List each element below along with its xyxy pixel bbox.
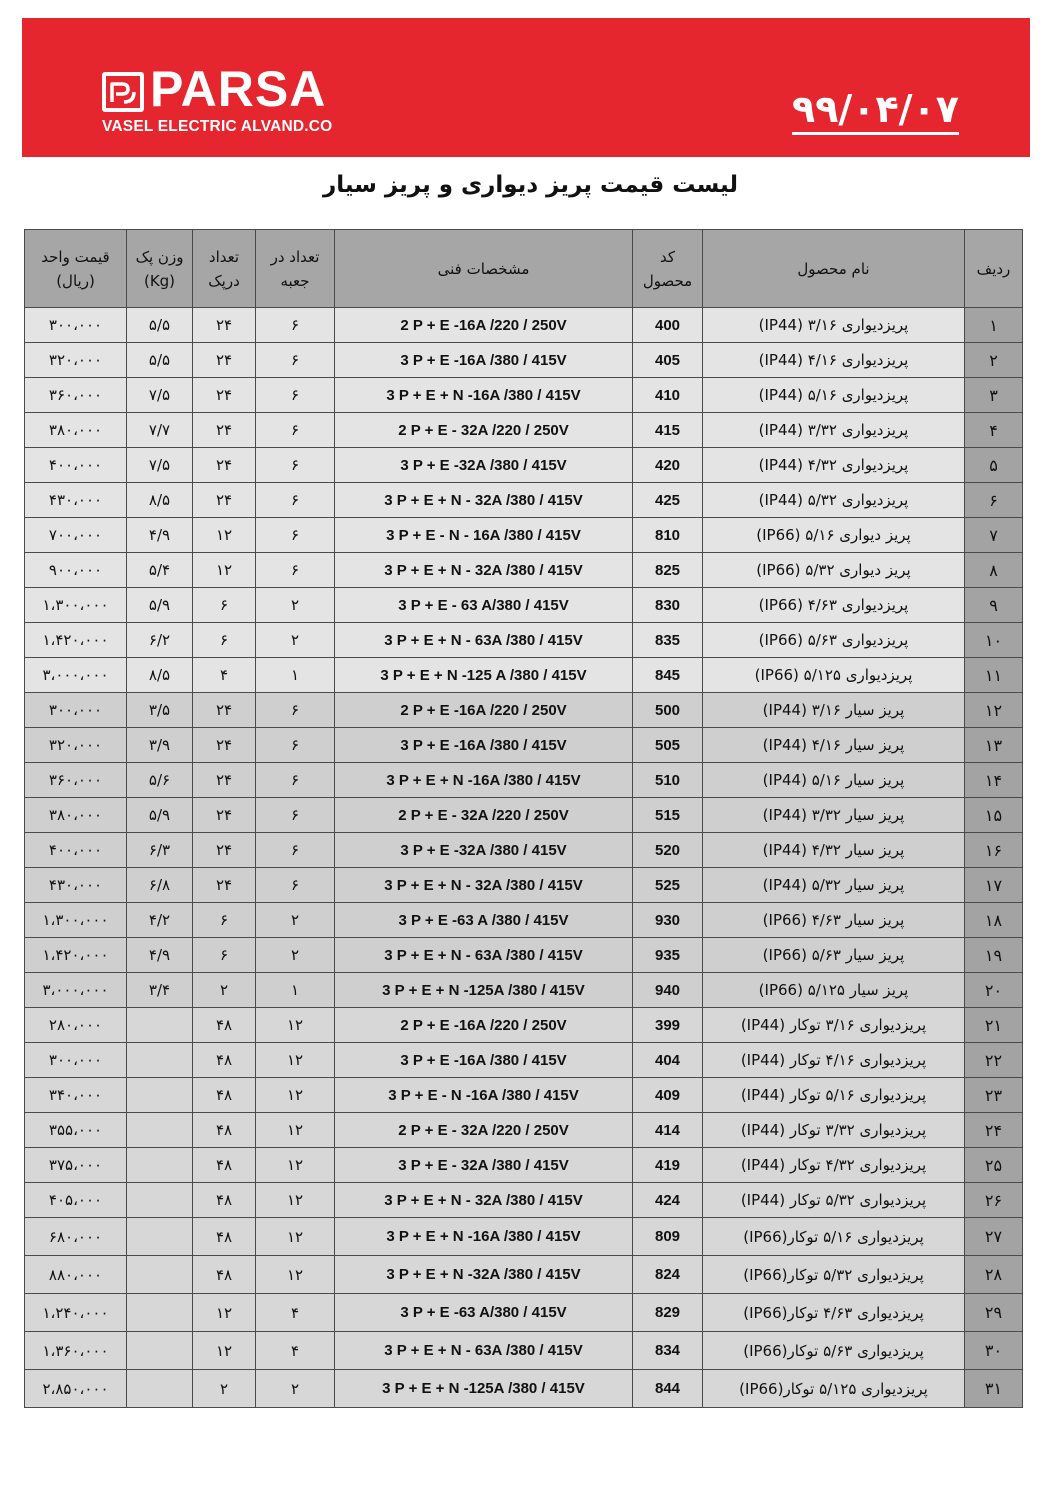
- table-row: [25, 518, 1023, 553]
- row-number-cell: ۱۳: [965, 728, 1023, 763]
- product-code-cell: 405: [633, 343, 703, 378]
- header-row-number: ردیف: [965, 230, 1023, 308]
- table-row: [25, 378, 1023, 413]
- qty-per-pack-cell: ۲۴: [193, 833, 256, 868]
- unit-price-cell: ۹۰۰،۰۰۰: [25, 553, 127, 588]
- qty-per-box-cell: ۶: [256, 413, 335, 448]
- header-technical-spec: مشخصات فنی: [335, 230, 633, 308]
- qty-per-pack-cell: ۲۴: [193, 448, 256, 483]
- product-name-cell: پریزدیواری ۴/۱۶ (IP44): [703, 343, 965, 378]
- unit-price-cell: ۱،۴۲۰،۰۰۰: [25, 938, 127, 973]
- product-code-cell: 510: [633, 763, 703, 798]
- qty-per-pack-cell: ۱۲: [193, 518, 256, 553]
- table-row: [25, 308, 1023, 343]
- table-row: [25, 1256, 1023, 1294]
- pack-weight-cell: ۸/۵: [127, 658, 193, 693]
- technical-spec-cell: 3 P + E -16A /380 / 415V: [335, 728, 633, 763]
- product-code-cell: 525: [633, 868, 703, 903]
- product-name-cell: پریز سیار ۳/۱۶ (IP44): [703, 693, 965, 728]
- unit-price-cell: ۶۸۰،۰۰۰: [25, 1218, 127, 1256]
- pack-weight-cell: [127, 1294, 193, 1332]
- pack-weight-cell: ۴/۹: [127, 518, 193, 553]
- technical-spec-cell: 3 P + E - N - 16A /380 / 415V: [335, 518, 633, 553]
- unit-price-cell: ۱،۳۰۰،۰۰۰: [25, 903, 127, 938]
- row-number-cell: ۲۱: [965, 1008, 1023, 1043]
- qty-per-box-cell: ۲: [256, 903, 335, 938]
- table-row: [25, 588, 1023, 623]
- technical-spec-cell: 3 P + E + N -16A /380 / 415V: [335, 378, 633, 413]
- header-product-name: نام محصول: [703, 230, 965, 308]
- row-number-cell: ۱۴: [965, 763, 1023, 798]
- qty-per-box-cell: ۶: [256, 378, 335, 413]
- technical-spec-cell: 3 P + E - N -16A /380 / 415V: [335, 1078, 633, 1113]
- qty-per-pack-cell: ۲: [193, 973, 256, 1008]
- row-number-cell: ۸: [965, 553, 1023, 588]
- technical-spec-cell: 2 P + E -16A /220 / 250V: [335, 693, 633, 728]
- qty-per-box-cell: ۱۲: [256, 1043, 335, 1078]
- row-number-cell: ۱۶: [965, 833, 1023, 868]
- product-name-cell: پریز سیار ۴/۶۳ (IP66): [703, 903, 965, 938]
- pack-weight-cell: [127, 1008, 193, 1043]
- product-code-cell: 830: [633, 588, 703, 623]
- qty-per-box-cell: ۱۲: [256, 1183, 335, 1218]
- table-row: [25, 1078, 1023, 1113]
- product-code-cell: 520: [633, 833, 703, 868]
- technical-spec-cell: 3 P + E + N - 63A /380 / 415V: [335, 1332, 633, 1370]
- qty-per-box-cell: ۱۲: [256, 1218, 335, 1256]
- row-number-cell: ۱۸: [965, 903, 1023, 938]
- technical-spec-cell: 2 P + E - 32A /220 / 250V: [335, 413, 633, 448]
- qty-per-box-cell: ۶: [256, 448, 335, 483]
- qty-per-box-cell: ۲: [256, 1370, 335, 1408]
- product-code-cell: 425: [633, 483, 703, 518]
- row-number-cell: ۲۲: [965, 1043, 1023, 1078]
- technical-spec-cell: 3 P + E + N - 32A /380 / 415V: [335, 483, 633, 518]
- qty-per-box-cell: ۶: [256, 308, 335, 343]
- technical-spec-cell: 3 P + E -16A /380 / 415V: [335, 1043, 633, 1078]
- product-name-cell: پریزدیواری ۵/۱۲۵ توکار(IP66): [703, 1370, 965, 1408]
- product-name-cell: پریزدیواری ۴/۳۲ توکار (IP44): [703, 1148, 965, 1183]
- qty-per-pack-cell: ۲۴: [193, 413, 256, 448]
- technical-spec-cell: 3 P + E + N -32A /380 / 415V: [335, 1256, 633, 1294]
- table-row: [25, 1113, 1023, 1148]
- product-code-cell: 400: [633, 308, 703, 343]
- product-code-cell: 505: [633, 728, 703, 763]
- qty-per-box-cell: ۱۲: [256, 1078, 335, 1113]
- unit-price-cell: ۳۸۰،۰۰۰: [25, 798, 127, 833]
- product-name-cell: پریزدیواری ۵/۱۶ توکار (IP44): [703, 1078, 965, 1113]
- product-name-cell: پریزدیواری ۳/۱۶ (IP44): [703, 308, 965, 343]
- qty-per-box-cell: ۶: [256, 483, 335, 518]
- unit-price-cell: ۳۶۰،۰۰۰: [25, 378, 127, 413]
- product-code-cell: 835: [633, 623, 703, 658]
- product-name-cell: پریزدیواری ۴/۶۳ (IP66): [703, 588, 965, 623]
- table-row: [25, 413, 1023, 448]
- technical-spec-cell: 3 P + E + N -16A /380 / 415V: [335, 1218, 633, 1256]
- product-name-cell: پریز دیواری ۵/۱۶ (IP66): [703, 518, 965, 553]
- row-number-cell: ۱۵: [965, 798, 1023, 833]
- pack-weight-cell: ۵/۴: [127, 553, 193, 588]
- product-name-cell: پریزدیواری ۵/۶۳ (IP66): [703, 623, 965, 658]
- qty-per-pack-cell: ۲۴: [193, 763, 256, 798]
- product-code-cell: 824: [633, 1256, 703, 1294]
- pack-weight-cell: ۷/۷: [127, 413, 193, 448]
- row-number-cell: ۲۵: [965, 1148, 1023, 1183]
- qty-per-box-cell: ۲: [256, 623, 335, 658]
- qty-per-box-cell: ۱۲: [256, 1148, 335, 1183]
- table-row: [25, 1183, 1023, 1218]
- unit-price-cell: ۱،۳۰۰،۰۰۰: [25, 588, 127, 623]
- technical-spec-cell: 3 P + E -32A /380 / 415V: [335, 448, 633, 483]
- qty-per-pack-cell: ۲۴: [193, 728, 256, 763]
- unit-price-cell: ۳۷۵،۰۰۰: [25, 1148, 127, 1183]
- technical-spec-cell: 2 P + E -16A /220 / 250V: [335, 1008, 633, 1043]
- qty-per-pack-cell: ۲۴: [193, 483, 256, 518]
- technical-spec-cell: 3 P + E + N - 32A /380 / 415V: [335, 1183, 633, 1218]
- pack-weight-cell: ۵/۶: [127, 763, 193, 798]
- unit-price-cell: ۳،۰۰۰،۰۰۰: [25, 658, 127, 693]
- unit-price-cell: ۴۰۰،۰۰۰: [25, 448, 127, 483]
- row-number-cell: ۶: [965, 483, 1023, 518]
- header-qty-per-box: تعداد در جعبه: [256, 230, 335, 308]
- unit-price-cell: ۴۰۵،۰۰۰: [25, 1183, 127, 1218]
- product-code-cell: 825: [633, 553, 703, 588]
- product-name-cell: پریزدیواری ۴/۶۳ توکار(IP66): [703, 1294, 965, 1332]
- pack-weight-cell: [127, 1148, 193, 1183]
- table-row: [25, 973, 1023, 1008]
- row-number-cell: ۲۰: [965, 973, 1023, 1008]
- qty-per-box-cell: ۱۲: [256, 1008, 335, 1043]
- product-name-cell: پریزدیواری ۳/۱۶ توکار (IP44): [703, 1008, 965, 1043]
- unit-price-cell: ۳،۰۰۰،۰۰۰: [25, 973, 127, 1008]
- technical-spec-cell: 3 P + E -16A /380 / 415V: [335, 343, 633, 378]
- page-title: لیست قیمت پریز دیواری و پریز سیار: [322, 172, 739, 198]
- table-header-row: [25, 230, 1023, 308]
- row-number-cell: ۱۱: [965, 658, 1023, 693]
- product-code-cell: 935: [633, 938, 703, 973]
- table-row: [25, 1008, 1023, 1043]
- product-name-cell: پریز سیار ۴/۱۶ (IP44): [703, 728, 965, 763]
- qty-per-box-cell: ۶: [256, 798, 335, 833]
- technical-spec-cell: 3 P + E + N - 63A /380 / 415V: [335, 623, 633, 658]
- product-name-cell: پریز سیار ۵/۱۲۵ (IP66): [703, 973, 965, 1008]
- qty-per-box-cell: ۱: [256, 658, 335, 693]
- pack-weight-cell: ۴/۹: [127, 938, 193, 973]
- row-number-cell: ۱: [965, 308, 1023, 343]
- product-code-cell: 415: [633, 413, 703, 448]
- row-number-cell: ۱۹: [965, 938, 1023, 973]
- technical-spec-cell: 3 P + E + N -125 A /380 / 415V: [335, 658, 633, 693]
- product-name-cell: پریز سیار ۵/۳۲ (IP44): [703, 868, 965, 903]
- product-code-cell: 845: [633, 658, 703, 693]
- product-name-cell: پریز سیار ۵/۱۶ (IP44): [703, 763, 965, 798]
- product-name-cell: پریزدیواری ۵/۳۲ توکار (IP44): [703, 1183, 965, 1218]
- pack-weight-cell: ۸/۵: [127, 483, 193, 518]
- table-row: [25, 1148, 1023, 1183]
- row-number-cell: ۵: [965, 448, 1023, 483]
- row-number-cell: ۱۷: [965, 868, 1023, 903]
- pack-weight-cell: ۳/۴: [127, 973, 193, 1008]
- qty-per-box-cell: ۱۲: [256, 1113, 335, 1148]
- product-name-cell: پریز سیار ۳/۳۲ (IP44): [703, 798, 965, 833]
- product-name-cell: پریزدیواری ۵/۳۲ (IP44): [703, 483, 965, 518]
- table-row: [25, 728, 1023, 763]
- pack-weight-cell: ۷/۵: [127, 378, 193, 413]
- row-number-cell: ۴: [965, 413, 1023, 448]
- qty-per-box-cell: ۲: [256, 588, 335, 623]
- product-code-cell: 424: [633, 1183, 703, 1218]
- unit-price-cell: ۴۳۰،۰۰۰: [25, 868, 127, 903]
- company-logo: [102, 61, 362, 155]
- table-row: [25, 798, 1023, 833]
- table-row: [25, 1294, 1023, 1332]
- qty-per-pack-cell: ۲۴: [193, 308, 256, 343]
- qty-per-pack-cell: ۴۸: [193, 1113, 256, 1148]
- product-code-cell: 404: [633, 1043, 703, 1078]
- technical-spec-cell: 3 P + E - 63 A/380 / 415V: [335, 588, 633, 623]
- qty-per-pack-cell: ۶: [193, 588, 256, 623]
- brand-name: PARSA: [150, 61, 327, 117]
- qty-per-pack-cell: ۲: [193, 1370, 256, 1408]
- pack-weight-cell: ۷/۵: [127, 448, 193, 483]
- qty-per-pack-cell: ۲۴: [193, 378, 256, 413]
- table-row: [25, 1370, 1023, 1408]
- product-code-cell: 930: [633, 903, 703, 938]
- qty-per-box-cell: ۶: [256, 833, 335, 868]
- qty-per-pack-cell: ۴۸: [193, 1183, 256, 1218]
- row-number-cell: ۲۳: [965, 1078, 1023, 1113]
- row-number-cell: ۱۲: [965, 693, 1023, 728]
- unit-price-cell: ۱،۳۶۰،۰۰۰: [25, 1332, 127, 1370]
- header-banner: [22, 18, 1030, 157]
- unit-price-cell: ۳۲۰،۰۰۰: [25, 343, 127, 378]
- product-name-cell: پریزدیواری ۵/۶۳ توکار(IP66): [703, 1332, 965, 1370]
- row-number-cell: ۹: [965, 588, 1023, 623]
- unit-price-cell: ۳۰۰،۰۰۰: [25, 1043, 127, 1078]
- product-code-cell: 410: [633, 378, 703, 413]
- technical-spec-cell: 3 P + E -63 A /380 / 415V: [335, 903, 633, 938]
- header-unit-price: قیمت واحد (ریال): [25, 230, 127, 308]
- table-row: [25, 1332, 1023, 1370]
- row-number-cell: ۲۷: [965, 1218, 1023, 1256]
- product-code-cell: 500: [633, 693, 703, 728]
- unit-price-cell: ۳۴۰،۰۰۰: [25, 1078, 127, 1113]
- brand-subtitle: VASEL ELECTRIC ALVAND.CO: [102, 118, 333, 135]
- table-row: [25, 868, 1023, 903]
- pack-weight-cell: [127, 1078, 193, 1113]
- unit-price-cell: ۲،۸۵۰،۰۰۰: [25, 1370, 127, 1408]
- row-number-cell: ۲۴: [965, 1113, 1023, 1148]
- technical-spec-cell: 3 P + E + N -16A /380 / 415V: [335, 763, 633, 798]
- qty-per-pack-cell: ۴۸: [193, 1256, 256, 1294]
- pack-weight-cell: [127, 1043, 193, 1078]
- qty-per-pack-cell: ۴۸: [193, 1148, 256, 1183]
- table-row: [25, 903, 1023, 938]
- row-number-cell: ۲۹: [965, 1294, 1023, 1332]
- technical-spec-cell: 3 P + E + N -125A /380 / 415V: [335, 1370, 633, 1408]
- product-code-cell: 809: [633, 1218, 703, 1256]
- unit-price-cell: ۲۸۰،۰۰۰: [25, 1008, 127, 1043]
- pack-weight-cell: [127, 1332, 193, 1370]
- unit-price-cell: ۴۳۰،۰۰۰: [25, 483, 127, 518]
- product-name-cell: پریزدیواری ۵/۳۲ توکار(IP66): [703, 1256, 965, 1294]
- qty-per-pack-cell: ۲۴: [193, 343, 256, 378]
- technical-spec-cell: 3 P + E + N - 63A /380 / 415V: [335, 938, 633, 973]
- qty-per-box-cell: ۶: [256, 553, 335, 588]
- technical-spec-cell: 3 P + E + N - 32A /380 / 415V: [335, 553, 633, 588]
- product-name-cell: پریزدیواری ۳/۳۲ (IP44): [703, 413, 965, 448]
- qty-per-pack-cell: ۲۴: [193, 693, 256, 728]
- product-code-cell: 810: [633, 518, 703, 553]
- pack-weight-cell: [127, 1370, 193, 1408]
- technical-spec-cell: 2 P + E -16A /220 / 250V: [335, 308, 633, 343]
- table-row: [25, 1043, 1023, 1078]
- qty-per-pack-cell: ۲۴: [193, 868, 256, 903]
- product-name-cell: پریزدیواری ۳/۳۲ توکار (IP44): [703, 1113, 965, 1148]
- pack-weight-cell: ۳/۵: [127, 693, 193, 728]
- pack-weight-cell: ۶/۳: [127, 833, 193, 868]
- qty-per-box-cell: ۴: [256, 1294, 335, 1332]
- technical-spec-cell: 3 P + E + N -125A /380 / 415V: [335, 973, 633, 1008]
- table-row: [25, 693, 1023, 728]
- pack-weight-cell: ۵/۵: [127, 308, 193, 343]
- technical-spec-cell: 3 P + E - 32A /380 / 415V: [335, 1148, 633, 1183]
- table-row: [25, 448, 1023, 483]
- product-code-cell: 844: [633, 1370, 703, 1408]
- header-pack-weight: وزن پک (Kg): [127, 230, 193, 308]
- qty-per-pack-cell: ۶: [193, 938, 256, 973]
- qty-per-box-cell: ۶: [256, 343, 335, 378]
- unit-price-cell: ۳۸۰،۰۰۰: [25, 413, 127, 448]
- qty-per-box-cell: ۱: [256, 973, 335, 1008]
- product-name-cell: پریز دیواری ۵/۳۲ (IP66): [703, 553, 965, 588]
- pack-weight-cell: ۵/۹: [127, 798, 193, 833]
- product-name-cell: پریزدیواری ۴/۱۶ توکار (IP44): [703, 1043, 965, 1078]
- pack-weight-cell: [127, 1256, 193, 1294]
- product-name-cell: پریز سیار ۵/۶۳ (IP66): [703, 938, 965, 973]
- product-code-cell: 515: [633, 798, 703, 833]
- technical-spec-cell: 3 P + E -32A /380 / 415V: [335, 833, 633, 868]
- qty-per-box-cell: ۶: [256, 763, 335, 798]
- header-qty-per-pack: تعداد درپک: [193, 230, 256, 308]
- pack-weight-cell: ۶/۲: [127, 623, 193, 658]
- product-code-cell: 414: [633, 1113, 703, 1148]
- technical-spec-cell: 2 P + E - 32A /220 / 250V: [335, 1113, 633, 1148]
- technical-spec-cell: 3 P + E -63 A/380 / 415V: [335, 1294, 633, 1332]
- qty-per-box-cell: ۴: [256, 1332, 335, 1370]
- table-row: [25, 658, 1023, 693]
- qty-per-pack-cell: ۴۸: [193, 1008, 256, 1043]
- unit-price-cell: ۳۰۰،۰۰۰: [25, 693, 127, 728]
- row-number-cell: ۳۰: [965, 1332, 1023, 1370]
- table-row: [25, 763, 1023, 798]
- unit-price-cell: ۳۶۰،۰۰۰: [25, 763, 127, 798]
- product-name-cell: پریزدیواری ۴/۳۲ (IP44): [703, 448, 965, 483]
- qty-per-box-cell: ۶: [256, 693, 335, 728]
- qty-per-pack-cell: ۶: [193, 903, 256, 938]
- qty-per-pack-cell: ۱۲: [193, 553, 256, 588]
- pack-weight-cell: ۳/۹: [127, 728, 193, 763]
- table-row: [25, 938, 1023, 973]
- price-table: [24, 229, 1023, 1408]
- qty-per-box-cell: ۶: [256, 868, 335, 903]
- table-row: [25, 483, 1023, 518]
- table-row: [25, 553, 1023, 588]
- pack-weight-cell: ۵/۵: [127, 343, 193, 378]
- qty-per-box-cell: ۲: [256, 938, 335, 973]
- pack-weight-cell: ۶/۸: [127, 868, 193, 903]
- unit-price-cell: ۳۰۰،۰۰۰: [25, 308, 127, 343]
- product-code-cell: 399: [633, 1008, 703, 1043]
- product-code-cell: 409: [633, 1078, 703, 1113]
- qty-per-box-cell: ۱۲: [256, 1256, 335, 1294]
- product-code-cell: 419: [633, 1148, 703, 1183]
- qty-per-box-cell: ۶: [256, 518, 335, 553]
- table-row: [25, 343, 1023, 378]
- product-name-cell: پریز سیار ۴/۳۲ (IP44): [703, 833, 965, 868]
- qty-per-pack-cell: ۴: [193, 658, 256, 693]
- table-body: [25, 308, 1023, 1408]
- technical-spec-cell: 2 P + E - 32A /220 / 250V: [335, 798, 633, 833]
- unit-price-cell: ۱،۴۲۰،۰۰۰: [25, 623, 127, 658]
- product-name-cell: پریزدیواری ۵/۱۶ (IP44): [703, 378, 965, 413]
- unit-price-cell: ۳۲۰،۰۰۰: [25, 728, 127, 763]
- product-code-cell: 834: [633, 1332, 703, 1370]
- qty-per-box-cell: ۶: [256, 728, 335, 763]
- pack-weight-cell: [127, 1183, 193, 1218]
- table-row: [25, 623, 1023, 658]
- product-name-cell: پریزدیواری ۵/۱۶ توکار(IP66): [703, 1218, 965, 1256]
- qty-per-pack-cell: ۲۴: [193, 798, 256, 833]
- qty-per-pack-cell: ۴۸: [193, 1218, 256, 1256]
- pack-weight-cell: ۴/۲: [127, 903, 193, 938]
- row-number-cell: ۲۸: [965, 1256, 1023, 1294]
- logo-icon: [102, 72, 144, 112]
- table-row: [25, 833, 1023, 868]
- header-product-code: کد محصول: [633, 230, 703, 308]
- product-code-cell: 420: [633, 448, 703, 483]
- product-code-cell: 940: [633, 973, 703, 1008]
- qty-per-pack-cell: ۱۲: [193, 1294, 256, 1332]
- row-number-cell: ۲۶: [965, 1183, 1023, 1218]
- price-list-date: ۹۹/۰۴/۰۷: [792, 88, 959, 135]
- row-number-cell: ۳۱: [965, 1370, 1023, 1408]
- unit-price-cell: ۸۸۰،۰۰۰: [25, 1256, 127, 1294]
- table-row: [25, 1218, 1023, 1256]
- unit-price-cell: ۳۵۵،۰۰۰: [25, 1113, 127, 1148]
- technical-spec-cell: 3 P + E + N - 32A /380 / 415V: [335, 868, 633, 903]
- row-number-cell: ۱۰: [965, 623, 1023, 658]
- unit-price-cell: ۷۰۰،۰۰۰: [25, 518, 127, 553]
- qty-per-pack-cell: ۶: [193, 623, 256, 658]
- pack-weight-cell: ۵/۹: [127, 588, 193, 623]
- qty-per-pack-cell: ۱۲: [193, 1332, 256, 1370]
- qty-per-pack-cell: ۴۸: [193, 1078, 256, 1113]
- qty-per-pack-cell: ۴۸: [193, 1043, 256, 1078]
- row-number-cell: ۷: [965, 518, 1023, 553]
- row-number-cell: ۲: [965, 343, 1023, 378]
- pack-weight-cell: [127, 1113, 193, 1148]
- product-name-cell: پریزدیواری ۵/۱۲۵ (IP66): [703, 658, 965, 693]
- row-number-cell: ۳: [965, 378, 1023, 413]
- pack-weight-cell: [127, 1218, 193, 1256]
- product-code-cell: 829: [633, 1294, 703, 1332]
- unit-price-cell: ۴۰۰،۰۰۰: [25, 833, 127, 868]
- unit-price-cell: ۱،۲۴۰،۰۰۰: [25, 1294, 127, 1332]
